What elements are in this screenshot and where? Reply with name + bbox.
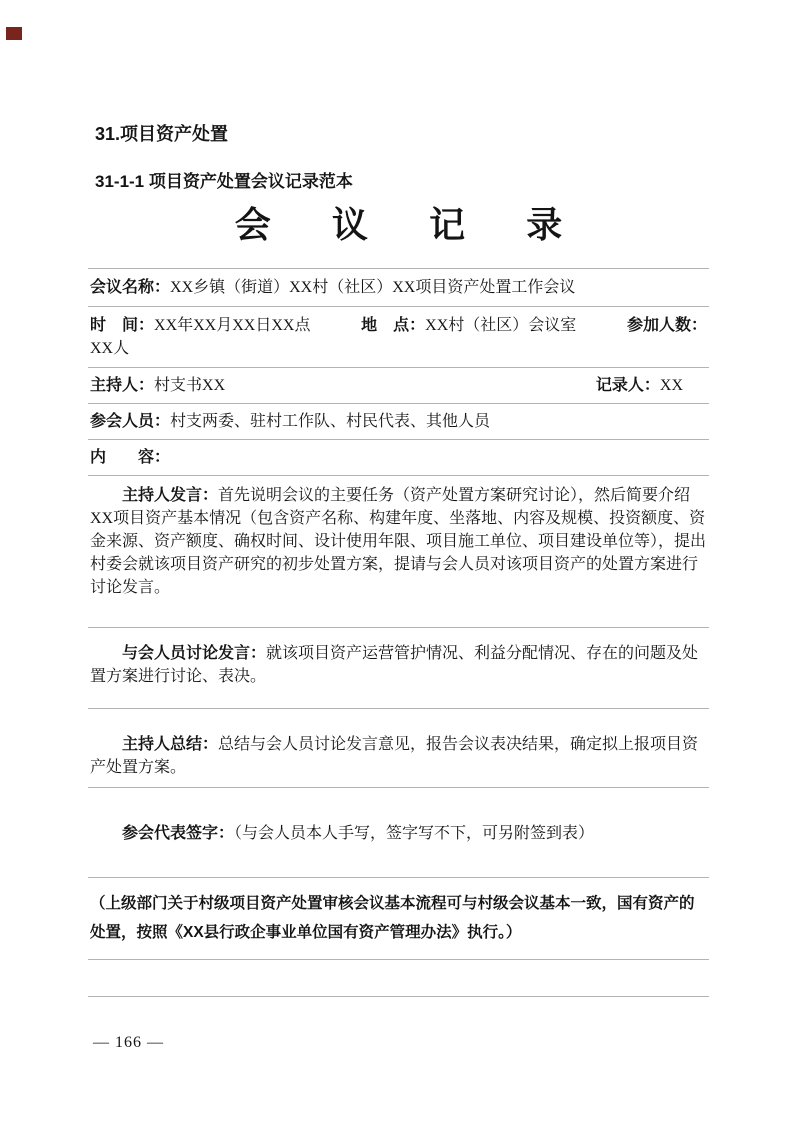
content-label: 内 容： [90, 449, 171, 466]
time-segment [90, 314, 310, 337]
document-title: 会议记录 [234, 205, 624, 245]
recorder-value: XX [659, 377, 683, 394]
subsection-heading: 31-1-1 项目资产处置会议记录范本 [95, 172, 353, 191]
row-time-location-count [88, 307, 709, 368]
summary-label: 主持人总结： [122, 736, 219, 753]
participants-value: 村支两委、驻村工作队、村民代表、其他人员 [170, 413, 491, 430]
host-recorder-line [90, 374, 707, 397]
signature-paragraph [90, 822, 707, 845]
corner-mark [6, 27, 22, 40]
time-location-line [90, 314, 707, 337]
location-label: 地 点： [361, 317, 426, 334]
meeting-name-label: 会议名称： [90, 279, 171, 296]
attendee-count-label: 参加人数： [626, 317, 707, 334]
signature-label: 参会代表签字： [122, 825, 235, 842]
row-host-recorder [88, 368, 709, 404]
row-discussion [88, 628, 709, 709]
row-participants [88, 404, 709, 440]
host-label: 主持人： [90, 377, 155, 394]
section-heading: 31.项目资产处置 [95, 124, 229, 144]
host-value: 村支书XX [154, 377, 226, 394]
recorder-segment [596, 374, 707, 397]
recorder-label: 记录人： [595, 377, 660, 394]
meeting-record-table [88, 268, 709, 997]
row-note [88, 878, 709, 960]
host-speech-paragraph [90, 484, 707, 599]
row-summary [88, 709, 709, 788]
summary-text: 总结与会人员讨论发言意见，报告会议表决结果，确定拟上报项目资产处置方案。 [90, 736, 699, 776]
host-speech-text: 首先说明会议的主要任务（资产处置方案研究讨论），然后简要介绍XX项目资产基本情况（包含资产名称、构建年度、坐落地、内容及规模、投资额度、资金来源、资产额度、确权时间、设计使用年限、项目施工单位、项目建设单位等），提出村委会就该项目资产研究的初步处置方案，提请与会人员对该项目资产的处置方案进行讨论发言。 [90, 487, 707, 596]
summary-paragraph [90, 733, 707, 779]
location-segment [361, 314, 576, 337]
location-value: XX村（社区）会议室 [425, 317, 577, 334]
participants-label: 参会人员： [90, 413, 171, 430]
discussion-paragraph [90, 642, 707, 688]
row-signature [88, 788, 709, 878]
time-label: 时 间： [90, 317, 155, 334]
meeting-name-value: XX乡镇（街道）XX村（社区）XX项目资产处置工作会议 [170, 279, 576, 296]
attendee-count-value: XX人 [90, 340, 130, 357]
document-content [88, 122, 709, 997]
discussion-label: 与会人员讨论发言： [122, 645, 267, 662]
signature-text: （与会人员本人手写，签字写不下，可另附签到表） [234, 825, 595, 842]
discussion-text: 就该项目资产运营管护情况、利益分配情况、存在的问题及处置方案进行讨论、表决。 [90, 645, 699, 685]
host-segment [90, 374, 225, 397]
row-host-speech [88, 476, 709, 628]
row-empty [88, 960, 709, 997]
time-value: XX年XX月XX日XX点 [154, 317, 311, 334]
page-number: — 166 — [93, 1034, 164, 1051]
note-paragraph: （上级部门关于村级项目资产处置审核会议基本流程可与村级会议基本一致，国有资产的处置，按照《XX县行政企事业单位国有资产管理办法》执行。） [90, 895, 695, 941]
row-content-heading [88, 440, 709, 476]
host-speech-label: 主持人发言： [122, 487, 219, 504]
row-meeting-name [88, 269, 709, 307]
